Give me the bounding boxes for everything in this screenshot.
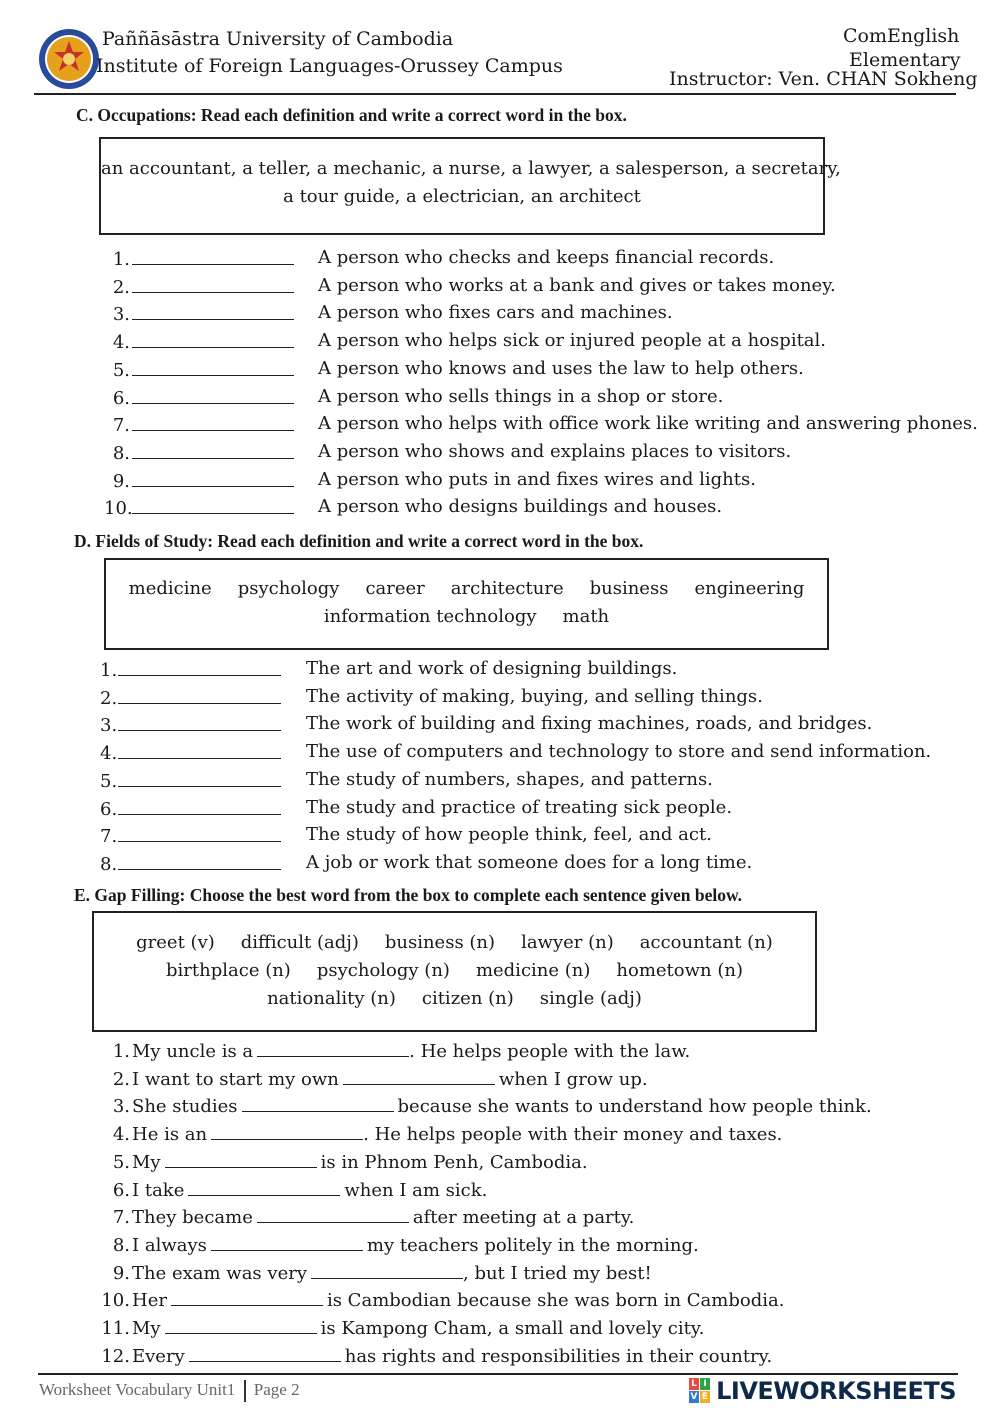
footer-worksheet-title xyxy=(39,1380,300,1402)
gap-fill-sentence xyxy=(100,1121,782,1147)
definition-text: The work of building and fixing machines, roads, and bridges. xyxy=(306,713,873,735)
word-option: difficult (adj) xyxy=(240,932,359,953)
answer-blank[interactable] xyxy=(132,440,294,459)
field-of-study-item xyxy=(100,851,753,875)
answer-blank[interactable] xyxy=(132,412,294,431)
word-option: psychology (n) xyxy=(316,960,450,981)
worksheet-name: Worksheet Vocabulary Unit1 xyxy=(39,1380,236,1399)
word-box-line: a tour guide, a electrician, an architect xyxy=(283,186,641,207)
field-of-study-item xyxy=(100,796,733,820)
section-e-title: E. Gap Filling: Choose the best word from the box to complete each sentence given below. xyxy=(74,885,743,905)
item-number: 4. xyxy=(112,332,130,354)
answer-blank[interactable] xyxy=(132,329,294,348)
answer-blank[interactable] xyxy=(132,385,294,404)
definition-text: A person who helps with office work like writing and answering phones. xyxy=(318,413,978,435)
sentence-end: , but I tried my best! xyxy=(463,1262,652,1284)
header-rule xyxy=(34,93,956,95)
sentence-start: He is an xyxy=(132,1124,208,1146)
item-number: 7. xyxy=(112,415,130,437)
item-number: 7. xyxy=(112,1207,130,1229)
sentence-end: . He helps people with the law. xyxy=(409,1041,691,1062)
occupation-item xyxy=(104,495,723,520)
definition-text: The art and work of designing buildings. xyxy=(306,658,678,679)
answer-blank[interactable] xyxy=(132,495,294,514)
sentence-start: Her xyxy=(132,1290,167,1312)
sentence-start: My uncle is a xyxy=(132,1041,254,1062)
word-option: accountant (n) xyxy=(639,932,773,953)
sentence-end: when I am sick. xyxy=(344,1179,488,1201)
sentence-end: . He helps people with their money and taxes. xyxy=(363,1124,783,1146)
answer-blank[interactable] xyxy=(257,1204,409,1223)
item-number: 9. xyxy=(112,470,130,492)
section-d-word-box xyxy=(104,558,829,650)
occupation-item xyxy=(104,246,775,270)
gap-fill-sentence xyxy=(100,1177,487,1203)
definition-text: A person who works at a bank and gives or takes money. xyxy=(318,274,836,296)
word-option: information technology xyxy=(323,606,537,627)
item-number: 2. xyxy=(100,687,118,709)
sentence-start: I want to start my own xyxy=(132,1068,339,1090)
answer-blank[interactable] xyxy=(132,357,294,376)
university-logo xyxy=(38,28,100,90)
footer-divider xyxy=(244,1380,246,1402)
word-option: engineering xyxy=(694,578,805,599)
gap-fill-sentence xyxy=(100,1343,772,1369)
occupation-item xyxy=(104,329,827,354)
sentence-start: I take xyxy=(132,1179,185,1201)
item-number: 9. xyxy=(112,1262,130,1284)
answer-blank[interactable] xyxy=(211,1121,363,1140)
answer-blank[interactable] xyxy=(311,1260,463,1279)
word-option: career xyxy=(365,578,425,599)
item-number: 6. xyxy=(112,387,130,409)
definition-text: The use of computers and technology to store and send information. xyxy=(306,741,932,763)
item-number: 8. xyxy=(100,853,118,875)
item-number: 3. xyxy=(112,1096,130,1118)
sentence-end: has rights and responsibilities in their country. xyxy=(344,1345,773,1367)
gap-fill-sentence xyxy=(100,1149,588,1175)
answer-blank[interactable] xyxy=(118,823,281,842)
footer-rule xyxy=(38,1373,958,1375)
word-option: birthplace (n) xyxy=(166,960,291,981)
gap-fill-sentence xyxy=(100,1260,652,1286)
answer-blank[interactable] xyxy=(118,685,281,704)
sentence-start: They became xyxy=(132,1207,253,1229)
gap-fill-sentence xyxy=(100,1204,634,1230)
definition-text: A person who designs buildings and houses. xyxy=(318,496,723,518)
word-option: greet (v) xyxy=(136,932,215,953)
answer-blank[interactable] xyxy=(118,768,281,787)
field-of-study-item xyxy=(100,657,678,681)
sentence-start: My xyxy=(132,1151,161,1173)
occupation-item xyxy=(104,412,978,437)
item-number: 8. xyxy=(112,442,130,464)
word-box-line xyxy=(106,606,827,627)
word-box-line xyxy=(94,932,815,953)
answer-blank[interactable] xyxy=(188,1177,340,1196)
item-number: 3. xyxy=(112,304,130,326)
page-number: Page 2 xyxy=(253,1380,300,1399)
answer-blank[interactable] xyxy=(118,712,281,731)
item-number: 4. xyxy=(100,743,118,765)
sentence-end: my teachers politely in the morning. xyxy=(366,1234,699,1256)
item-number: 10. xyxy=(104,498,133,520)
word-option: nationality (n) xyxy=(267,988,396,1009)
item-number: 6. xyxy=(100,798,118,820)
sentence-end: because she wants to understand how people think. xyxy=(397,1096,872,1118)
answer-blank[interactable] xyxy=(257,1038,409,1057)
item-number: 1. xyxy=(112,1041,130,1062)
liveworksheets-icon: L I V E xyxy=(690,1379,709,1402)
definition-text: The study and practice of treating sick people. xyxy=(306,796,733,818)
word-option: architecture xyxy=(450,578,564,599)
sentence-end: is Cambodian because she was born in Cambodia. xyxy=(326,1290,785,1312)
gap-fill-sentence xyxy=(100,1232,699,1258)
item-number: 2. xyxy=(112,1068,130,1090)
item-number: 7. xyxy=(100,826,118,848)
item-number: 1. xyxy=(112,249,130,270)
course-name: ComEnglish xyxy=(843,25,960,47)
item-number: 3. xyxy=(100,715,118,737)
sentence-start: The exam was very xyxy=(132,1262,307,1284)
word-option: math xyxy=(562,606,610,627)
answer-blank[interactable] xyxy=(165,1315,317,1334)
definition-text: A person who knows and uses the law to help others. xyxy=(318,357,804,379)
word-box-line xyxy=(94,988,815,1009)
answer-blank[interactable] xyxy=(118,851,281,870)
definition-text: A person who shows and explains places to visitors. xyxy=(318,440,792,462)
institute-name: Institute of Foreign Languages-Orussey Campus xyxy=(96,55,563,77)
occupation-item xyxy=(104,385,724,409)
item-number: 12. xyxy=(101,1345,130,1367)
word-box-line xyxy=(106,578,827,599)
definition-text: A job or work that someone does for a long time. xyxy=(306,851,753,873)
item-number: 1. xyxy=(100,660,118,681)
definition-text: The study of numbers, shapes, and patterns. xyxy=(306,768,713,790)
word-option: medicine (n) xyxy=(475,960,591,981)
word-option: hometown (n) xyxy=(616,960,743,981)
sentence-end: after meeting at a party. xyxy=(412,1207,635,1229)
answer-blank[interactable] xyxy=(132,301,294,320)
occupation-item xyxy=(104,440,792,464)
definition-text: The activity of making, buying, and selling things. xyxy=(306,685,763,707)
gap-fill-sentence xyxy=(100,1315,704,1341)
occupation-item xyxy=(104,357,804,381)
gap-fill-sentence xyxy=(100,1287,784,1313)
field-of-study-item xyxy=(100,685,763,709)
section-d-title: D. Fields of Study: Read each definition and write a correct word in the box. xyxy=(74,531,644,551)
field-of-study-item xyxy=(100,712,873,737)
item-number: 4. xyxy=(112,1124,130,1146)
sentence-start: Every xyxy=(132,1345,185,1367)
liveworksheets-brand[interactable]: LIVEWORKSHEETS xyxy=(716,1377,957,1405)
section-e-word-box xyxy=(92,911,817,1032)
course-level: Elementary xyxy=(849,49,961,71)
answer-blank[interactable] xyxy=(189,1343,341,1362)
occupation-item xyxy=(104,301,673,326)
word-option: psychology xyxy=(237,578,340,599)
occupation-item xyxy=(104,274,836,298)
item-number: 11. xyxy=(101,1318,130,1339)
answer-blank[interactable] xyxy=(171,1287,323,1306)
word-option: medicine xyxy=(128,578,212,599)
occupation-item xyxy=(104,468,756,492)
definition-text: A person who helps sick or injured people at a hospital. xyxy=(318,330,827,352)
item-number: 6. xyxy=(112,1179,130,1201)
word-box-line xyxy=(94,960,815,981)
word-option: lawyer (n) xyxy=(521,932,614,953)
answer-blank[interactable] xyxy=(343,1066,495,1085)
answer-blank[interactable] xyxy=(118,657,281,676)
word-option: business xyxy=(589,578,669,599)
sentence-end: is Kampong Cham, a small and lovely city. xyxy=(320,1318,705,1339)
word-box-line: an accountant, a teller, a mechanic, a nurse, a lawyer, a salesperson, a secretary, xyxy=(101,158,841,179)
section-c-title: C. Occupations: Read each definition and write a correct word in the box. xyxy=(76,105,627,125)
answer-blank[interactable] xyxy=(118,740,281,759)
answer-blank[interactable] xyxy=(165,1149,317,1168)
definition-text: The study of how people think, feel, and act. xyxy=(306,824,712,846)
item-number: 5. xyxy=(112,1151,130,1173)
field-of-study-item xyxy=(100,768,713,792)
answer-blank[interactable] xyxy=(211,1232,363,1251)
word-option: single (adj) xyxy=(539,988,642,1009)
sentence-end: is in Phnom Penh, Cambodia. xyxy=(320,1151,588,1173)
field-of-study-item xyxy=(100,740,932,765)
sentence-end: when I grow up. xyxy=(498,1068,648,1090)
item-number: 10. xyxy=(101,1290,130,1312)
sentence-start: She studies xyxy=(132,1096,238,1118)
definition-text: A person who fixes cars and machines. xyxy=(318,302,673,324)
answer-blank[interactable] xyxy=(132,468,294,487)
definition-text: A person who puts in and fixes wires and lights. xyxy=(318,468,756,490)
liveworksheets-logo xyxy=(689,1377,956,1407)
answer-blank[interactable] xyxy=(132,246,294,265)
definition-text: A person who sells things in a shop or store. xyxy=(318,385,724,407)
gap-fill-sentence xyxy=(100,1093,872,1119)
answer-blank[interactable] xyxy=(132,274,294,293)
university-name: Paññāsāstra University of Cambodia xyxy=(102,28,454,50)
item-number: 5. xyxy=(100,770,118,792)
sentence-start: My xyxy=(132,1318,161,1339)
section-c-word-box xyxy=(99,137,841,235)
item-number: 8. xyxy=(112,1234,130,1256)
field-of-study-item xyxy=(100,823,712,848)
answer-blank[interactable] xyxy=(118,796,281,815)
definition-text: A person who checks and keeps financial records. xyxy=(318,247,775,268)
instructor-name: Instructor: Ven. CHAN Sokheng xyxy=(669,68,978,90)
gap-fill-sentence xyxy=(100,1038,690,1064)
word-option: citizen (n) xyxy=(421,988,514,1009)
answer-blank[interactable] xyxy=(242,1093,394,1112)
sentence-start: I always xyxy=(132,1234,207,1256)
item-number: 5. xyxy=(112,359,130,381)
gap-fill-sentence xyxy=(100,1066,648,1092)
word-option: business (n) xyxy=(384,932,496,953)
item-number: 2. xyxy=(112,276,130,298)
